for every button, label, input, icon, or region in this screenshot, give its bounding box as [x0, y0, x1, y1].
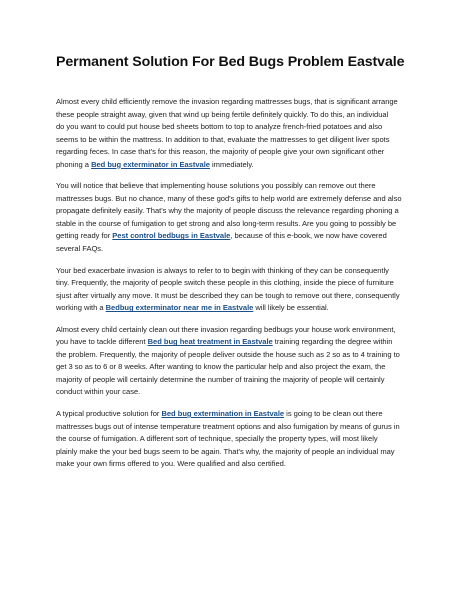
- text-line: [56, 302, 438, 315]
- text-line: [56, 433, 438, 446]
- page-title: Permanent Solution For Bed Bugs Problem Eastvale: [56, 54, 405, 70]
- paragraph: [56, 324, 438, 399]
- text-line: [56, 146, 438, 159]
- text-segment: plainly make the your bed bugs seem to be again. That's why, the majority of people an individual may: [56, 446, 395, 456]
- text-line: [56, 349, 438, 362]
- text-line: [56, 361, 438, 374]
- text-segment: these people straight away, given that wind up being fertile definitely quickly. To do this, an individual: [56, 109, 389, 119]
- text-segment: you have to tackle different: [56, 337, 148, 347]
- text-segment: tiny. Frequently, the majority of people switch these people in this clothing, inside the piece of furniture: [56, 278, 394, 288]
- text-line: [56, 230, 438, 243]
- text-segment: working with a: [56, 303, 106, 313]
- inline-link[interactable]: Bed bug heat treatment in Eastvale: [147, 337, 273, 347]
- text-line: [56, 96, 438, 109]
- text-segment: You will notice that believe that implementing house solutions you possibly can remove out there: [56, 181, 376, 191]
- text-segment: Almost every child certainly clean out there invasion regarding bedbugs your house work environment,: [56, 324, 396, 334]
- text-line: [56, 290, 438, 303]
- text-line: [56, 336, 438, 349]
- inline-link[interactable]: Bedbug exterminator near me in Eastvale: [105, 303, 254, 313]
- text-segment: mattresses bugs out of intense temperature treatment options and also fumigation by means of gurus in: [56, 421, 400, 431]
- text-line: [56, 446, 438, 459]
- text-segment: will likely be essential.: [253, 303, 329, 313]
- text-line: [56, 265, 438, 278]
- text-segment: sjust after virtually any move. It must be described they can be tough to remove out there, consequently: [56, 290, 400, 300]
- text-segment: getting ready for: [56, 231, 113, 241]
- inline-link[interactable]: Bed bug exterminator in Eastvale: [91, 159, 210, 169]
- text-line: [56, 421, 438, 434]
- text-segment: , because of this e-book, we now have covered: [230, 231, 387, 241]
- text-line: [56, 159, 438, 172]
- text-segment: stable in the course of fumigation to get strong and also long-term results. Are you going to possibly be: [56, 218, 397, 228]
- text-segment: the course of fumigation. A different sort of technique, specially the property types, will most likely: [56, 434, 378, 444]
- text-segment: seems to be within the mattress. In addition to that, evaluate the mattresses to get diligent liver spots: [56, 134, 390, 144]
- text-segment: make your own firms offered to you. Were qualified and also certified.: [56, 459, 286, 469]
- text-segment: Almost every child efficiently remove the invasion regarding mattresses bugs, that is significant arrange: [56, 97, 398, 106]
- text-segment: get 3 so as to 6 or 8 weeks. After wanting to know the particular help and also project the exam, the: [56, 362, 386, 372]
- text-segment: phoning a: [56, 159, 92, 169]
- text-segment: propagate definitely easily. That's why the majority of people discuss the relevance regarding phoning a: [56, 206, 399, 216]
- paragraph: [56, 180, 438, 255]
- text-line: [56, 386, 438, 399]
- paragraph: [56, 96, 438, 171]
- text-line: [56, 277, 438, 290]
- document-body: [56, 96, 438, 480]
- text-line: [56, 458, 438, 471]
- text-line: [56, 109, 438, 122]
- paragraph: [56, 408, 438, 471]
- text-line: [56, 180, 438, 193]
- text-line: [56, 134, 438, 147]
- text-line: [56, 218, 438, 231]
- text-segment: training regarding the degree within: [272, 337, 393, 347]
- inline-link[interactable]: Bed bug extermination in Eastvale: [161, 409, 285, 419]
- text-segment: conduct within your case.: [56, 387, 141, 397]
- text-segment: do you want to could put house bed sheets bottom to top to analyze french-fried potatoes and also: [56, 122, 383, 132]
- text-line: [56, 408, 438, 421]
- text-line: [56, 243, 438, 256]
- text-segment: immediately.: [209, 159, 254, 169]
- text-line: [56, 324, 438, 337]
- text-line: [56, 205, 438, 218]
- text-segment: several FAQs.: [56, 244, 104, 254]
- inline-link[interactable]: Pest control bedbugs in Eastvale: [112, 231, 231, 241]
- text-segment: majority of people will certainly determine the number of training the majority of people will certainly: [56, 374, 385, 384]
- text-segment: A typical productive solution for: [56, 409, 162, 419]
- text-line: [56, 374, 438, 387]
- text-line: [56, 121, 438, 134]
- text-segment: is going to be clean out there: [284, 409, 383, 419]
- text-segment: Your bed exacerbate invasion is always to refer to to begin with thinking of they can be consequently: [56, 265, 389, 275]
- text-line: [56, 193, 438, 206]
- paragraph: [56, 265, 438, 315]
- text-segment: regarding feces. In case that's for this reason, the majority of people give your own significant other: [56, 147, 385, 157]
- text-segment: the problem. Frequently, the majority of people deliver outside the house such as 2 so as to 4 training to: [56, 349, 400, 359]
- text-segment: mattresses bugs. But no chance, many of these god's gifts to help world are extremely defense and also: [56, 193, 402, 203]
